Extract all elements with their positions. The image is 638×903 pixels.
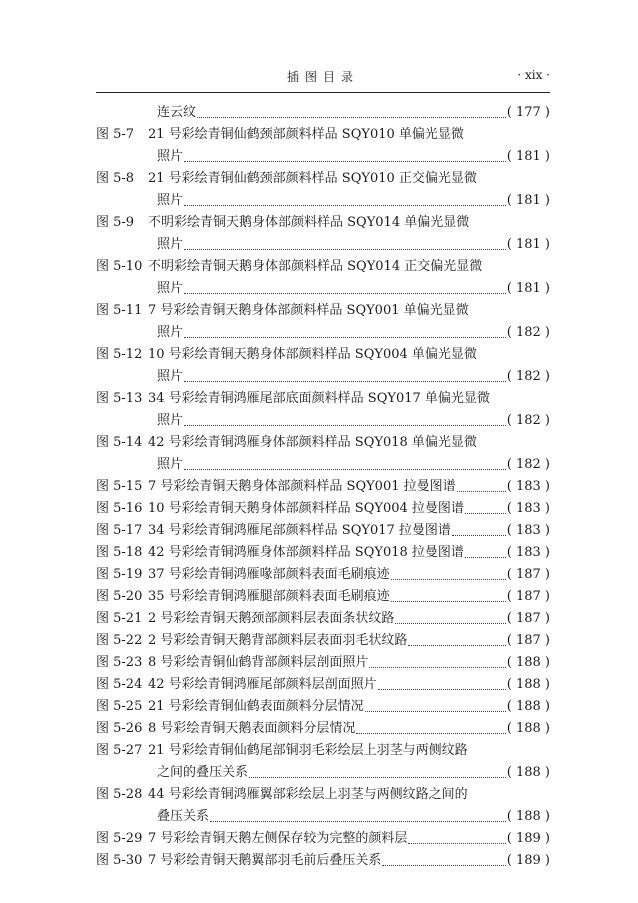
figure-label: 图 5-19 xyxy=(96,567,143,582)
header-title: 插图目录 xyxy=(286,70,359,84)
figure-caption-line: 34 号彩绘青铜鸿雁尾部颜料样品 SQY017 拉曼图谱 xyxy=(148,523,451,538)
figure-label: 图 5-18 xyxy=(96,545,143,560)
leader-dots xyxy=(184,160,506,162)
page-number: ( 187 ) xyxy=(506,589,550,604)
list-item xyxy=(96,124,550,168)
figure-label: 图 5-24 xyxy=(96,677,143,692)
running-header xyxy=(96,68,550,90)
leader-dots xyxy=(391,600,506,602)
leader-dots xyxy=(184,468,506,470)
figure-caption-line: 照片 xyxy=(157,281,184,296)
figure-caption-line: 8 号彩绘青铜天鹅表面颜料分层情况 xyxy=(148,721,356,736)
list-item xyxy=(96,300,550,344)
figure-caption-line: 7 号彩绘青铜天鹅身体部颜料样品 SQY001 单偏光显微 xyxy=(148,303,469,318)
figure-caption-line: 34 号彩绘青铜鸿雁尾部底面颜料样品 SQY017 单偏光显微 xyxy=(148,391,490,406)
figure-caption-line: 21 号彩绘青铜仙鹤尾部铜羽毛彩绘层上羽茎与两侧纹路 xyxy=(148,743,468,758)
leader-dots xyxy=(395,622,505,624)
page-number: ( 187 ) xyxy=(506,611,550,626)
leader-dots xyxy=(184,248,506,250)
leader-dots xyxy=(378,688,506,690)
page-number: ( 188 ) xyxy=(506,809,550,824)
list-item xyxy=(96,696,550,718)
list-item xyxy=(96,520,550,542)
page-number: ( 188 ) xyxy=(506,765,550,780)
list-item xyxy=(96,542,550,564)
page-number: ( 182 ) xyxy=(506,325,550,340)
leader-dots xyxy=(184,336,506,338)
figure-caption-line: 之间的叠压关系 xyxy=(157,765,249,780)
list-item xyxy=(96,212,550,256)
leader-dots xyxy=(391,578,506,580)
leader-dots xyxy=(408,644,505,646)
figure-caption-line: 10 号彩绘青铜天鹅身体部颜料样品 SQY004 拉曼图谱 xyxy=(148,501,464,516)
figure-caption-line: 照片 xyxy=(157,413,184,428)
list-item xyxy=(96,850,550,872)
figure-caption-line: 叠压关系 xyxy=(157,809,210,824)
leader-dots xyxy=(356,732,505,734)
page-number: ( 182 ) xyxy=(506,369,550,384)
figure-list xyxy=(96,102,550,872)
figure-caption-line: 照片 xyxy=(157,457,184,472)
list-item xyxy=(96,718,550,740)
figure-caption-line: 照片 xyxy=(157,237,184,252)
figure-caption-line: 21 号彩绘青铜仙鹤颈部颜料样品 SQY010 正交偏光显微 xyxy=(148,171,477,186)
figure-label: 图 5-11 xyxy=(96,303,143,318)
list-item xyxy=(96,564,550,586)
page-number: ( 183 ) xyxy=(506,545,550,560)
figure-label: 图 5-29 xyxy=(96,831,143,846)
figure-caption-line: 21 号彩绘青铜仙鹤颈部颜料样品 SQY010 单偏光显微 xyxy=(148,127,464,142)
figure-label: 图 5-9 xyxy=(96,215,135,230)
figure-label: 图 5-10 xyxy=(96,259,143,274)
leader-dots xyxy=(382,864,505,866)
leader-dots xyxy=(197,116,506,118)
figure-caption-line: 42 号彩绘青铜鸿雁身体部颜料样品 SQY018 拉曼图谱 xyxy=(148,545,464,560)
figure-caption-line: 42 号彩绘青铜鸿雁身体部颜料样品 SQY018 单偏光显微 xyxy=(148,435,477,450)
list-item xyxy=(96,432,550,476)
leader-dots xyxy=(369,666,505,668)
page-number: ( 181 ) xyxy=(506,281,550,296)
page-number: ( 188 ) xyxy=(506,699,550,714)
figure-label: 图 5-8 xyxy=(96,171,135,186)
figure-caption-line: 照片 xyxy=(157,325,184,340)
list-item xyxy=(96,498,550,520)
header-page-number: · xix · xyxy=(517,68,550,82)
page-number: ( 177 ) xyxy=(506,105,550,120)
figure-label: 图 5-22 xyxy=(96,633,143,648)
figure-caption-line: 2 号彩绘青铜天鹅颈部颜料层表面条状纹路 xyxy=(148,611,395,626)
figure-caption-line: 7 号彩绘青铜天鹅翼部羽毛前后叠压关系 xyxy=(148,853,382,868)
list-item xyxy=(96,388,550,432)
page-number: ( 189 ) xyxy=(506,853,550,868)
figure-label: 图 5-16 xyxy=(96,501,143,516)
leader-dots xyxy=(452,534,506,536)
figure-caption-line: 37 号彩绘青铜鸿雁喙部颜料表面毛刷痕迹 xyxy=(148,567,390,582)
leader-dots xyxy=(184,292,506,294)
figure-caption-line: 照片 xyxy=(157,149,184,164)
page-number: ( 188 ) xyxy=(506,721,550,736)
figure-caption-line: 照片 xyxy=(157,193,184,208)
figure-caption-line: 8 号彩绘青铜仙鹤背部颜料层剖面照片 xyxy=(148,655,369,670)
figure-label: 图 5-7 xyxy=(96,127,135,142)
page-number: ( 182 ) xyxy=(506,413,550,428)
figure-caption-line: 35 号彩绘青铜鸿雁腿部颜料表面毛刷痕迹 xyxy=(148,589,390,604)
figure-label: 图 5-26 xyxy=(96,721,143,736)
page-number: ( 183 ) xyxy=(506,479,550,494)
list-item xyxy=(96,476,550,498)
figure-caption-line: 7 号彩绘青铜天鹅左侧保存较为完整的颜料层 xyxy=(148,831,408,846)
figure-label: 图 5-28 xyxy=(96,787,143,802)
list-item xyxy=(96,608,550,630)
leader-dots xyxy=(465,556,506,558)
leader-dots xyxy=(465,512,506,514)
list-item xyxy=(96,586,550,608)
figure-label: 图 5-13 xyxy=(96,391,143,406)
header-rule xyxy=(96,92,550,93)
figure-label: 图 5-25 xyxy=(96,699,143,714)
page-number: ( 188 ) xyxy=(506,655,550,670)
list-item xyxy=(96,828,550,850)
figure-caption-line: 连云纹 xyxy=(157,105,197,120)
page-number: ( 187 ) xyxy=(506,633,550,648)
figure-caption-line: 不明彩绘青铜天鹅身体部颜料样品 SQY014 正交偏光显微 xyxy=(148,259,483,274)
figure-caption-line: 21 号彩绘青铜仙鹤表面颜料分层情况 xyxy=(148,699,364,714)
page-number: ( 187 ) xyxy=(506,567,550,582)
figure-label: 图 5-17 xyxy=(96,523,143,538)
page-number: ( 183 ) xyxy=(506,501,550,516)
figure-label: 图 5-23 xyxy=(96,655,143,670)
list-item xyxy=(96,168,550,212)
leader-dots xyxy=(184,380,506,382)
figure-label xyxy=(96,102,148,124)
figure-label: 图 5-21 xyxy=(96,611,143,626)
list-item xyxy=(96,256,550,300)
page-number: ( 181 ) xyxy=(506,237,550,252)
leader-dots xyxy=(184,424,506,426)
figure-label: 图 5-20 xyxy=(96,589,143,604)
leader-dots xyxy=(365,710,506,712)
figure-caption-line: 不明彩绘青铜天鹅身体部颜料样品 SQY014 单偏光显微 xyxy=(148,215,470,230)
figure-label: 图 5-27 xyxy=(96,743,143,758)
list-item xyxy=(96,740,550,784)
figure-label: 图 5-15 xyxy=(96,479,143,494)
page-number: ( 189 ) xyxy=(506,831,550,846)
list-item xyxy=(96,344,550,388)
list-item xyxy=(96,652,550,674)
figure-caption-line: 44 号彩绘青铜鸿雁翼部彩绘层上羽茎与两侧纹路之间的 xyxy=(148,787,468,802)
page-number: ( 181 ) xyxy=(506,193,550,208)
figure-caption-line: 42 号彩绘青铜鸿雁尾部颜料层剖面照片 xyxy=(148,677,377,692)
page-number: ( 188 ) xyxy=(506,677,550,692)
list-item xyxy=(96,784,550,828)
figure-caption-line: 2 号彩绘青铜天鹅背部颜料层表面羽毛状纹路 xyxy=(148,633,408,648)
figure-caption-line: 10 号彩绘青铜天鹅身体部颜料样品 SQY004 单偏光显微 xyxy=(148,347,477,362)
list-item xyxy=(96,630,550,652)
figure-caption-line: 7 号彩绘青铜天鹅身体部颜料样品 SQY001 拉曼图谱 xyxy=(148,479,456,494)
leader-dots xyxy=(249,776,506,778)
page-number: ( 181 ) xyxy=(506,149,550,164)
figure-caption-line: 照片 xyxy=(157,369,184,384)
page-number: ( 182 ) xyxy=(506,457,550,472)
page-number: ( 183 ) xyxy=(506,523,550,538)
figure-label: 图 5-12 xyxy=(96,347,143,362)
leader-dots xyxy=(184,204,506,206)
leader-dots xyxy=(457,490,506,492)
list-item xyxy=(96,102,550,124)
list-item xyxy=(96,674,550,696)
figure-label: 图 5-14 xyxy=(96,435,143,450)
leader-dots xyxy=(408,842,505,844)
leader-dots xyxy=(210,820,506,822)
figure-label: 图 5-30 xyxy=(96,853,143,868)
